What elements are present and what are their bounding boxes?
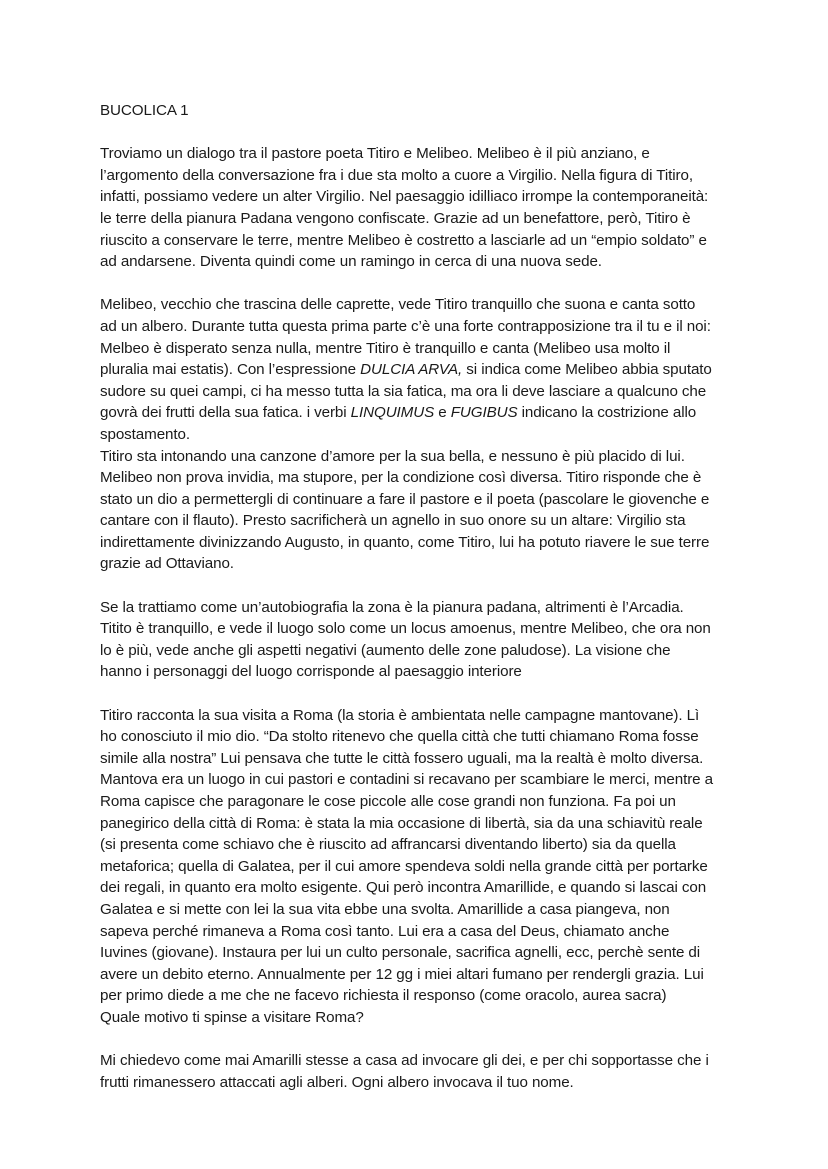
paragraph-6 xyxy=(100,1050,800,1093)
latin-term-linquimus: LINQUIMUS xyxy=(350,404,435,422)
text-line: Melbeo è disperato senza nulla, mentre Titiro è tranquillo e canta (Melibeo usa molto il xyxy=(100,339,671,357)
text-line: riuscito a conservare le terre, mentre Melibeo è costretto a lasciarle ad un “empio soldato” e xyxy=(100,231,707,249)
text-line: metaforica; quella di Galatea, per il cui amore spendeva soldi nella grande città per portarke xyxy=(100,857,708,875)
text-run: govrà dei frutti della sua fatica. i verbi xyxy=(100,404,351,422)
text-line: Titiro sta intonando una canzone d’amore per la sua bella, e nessuno è più placido di lui. xyxy=(100,447,685,465)
text-line: le terre della pianura Padana vengono confiscate. Grazie ad un benefattore, però, Titiro è xyxy=(100,209,691,227)
text-run: pluralia mai estatis). Con l’espressione xyxy=(100,361,361,379)
text-line: l’argomento della conversazione fra i due sta molto a cuore a Virgilio. Nella figura di Titiro, xyxy=(100,166,693,184)
text-line: hanno i personaggi del luogo corrisponde al paesaggio interiore xyxy=(100,663,522,681)
text-line: ho conosciuto il mio dio. “Da stolto ritenevo che quella città che tutti chiamano Roma fosse xyxy=(100,728,699,746)
text-line: Iuvines (giovane). Instaura per lui un culto personale, sacrifica agnelli, ecc, perchè sente di xyxy=(100,944,701,962)
text-line: avere un debito eterno. Annualmente per 12 gg i miei altari fumano per rendergli grazia. Lui xyxy=(100,965,704,983)
text-line: per primo diede a me che ne facevo richiesta il responso (come oracolo, aurea sacra) xyxy=(100,987,667,1005)
text-run: si indica come Melibeo abbia sputato xyxy=(462,361,712,379)
text-line: Mi chiedevo come mai Amarilli stesse a casa ad invocare gli dei, e per chi sopportasse che i xyxy=(100,1052,709,1070)
text-line: lo è più, vede anche gli aspetti negativi (aumento delle zone paludose). La visione che xyxy=(100,641,671,659)
text-line: Se la trattiamo come un’autobiografia la zona è la pianura padana, altrimenti è l’Arcadia. xyxy=(100,598,684,616)
latin-term-fugibus: FUGIBUS xyxy=(450,404,518,422)
text-line: panegirico della città di Roma: è stata la mia occasione di libertà, sia da una schiavitù reale xyxy=(100,814,703,832)
text-line: (si presenta come schiavo che è riuscito ad affrancarsi diventando liberto) sia da quella xyxy=(100,836,676,854)
text-line: Titito è tranquillo, e vede il luogo solo come un locus amoenus, mentre Melibeo, che ora non xyxy=(100,620,711,638)
text-line: ad un albero. Durante tutta questa prima parte c’è una forte contrapposizione tra il tu e il noi: xyxy=(100,317,711,335)
text-line xyxy=(100,402,800,424)
text-line: Galatea e si mette con lei la sua vita ebbe una svolta. Amarillide a casa piangeva, non xyxy=(100,900,670,918)
text-line: dei regali, in quanto era molto esigente. Qui però incontra Amarillide, e quando si lascai con xyxy=(100,879,707,897)
latin-term-dulcia-arva: DULCIA ARVA, xyxy=(360,361,463,379)
paragraph-1 xyxy=(100,143,800,273)
text-line: Melibeo, vecchio che trascina delle caprette, vede Titiro tranquillo che suona e canta sotto xyxy=(100,296,696,314)
text-line: sapeva perché rimaneva a Roma così tanto. Lui era a casa del Deus, chiamato anche xyxy=(100,922,670,940)
text-line: sudore su quei campi, ci ha messo tutta la sia fatica, ma ora li deve lasciare a qualcuno che xyxy=(100,382,707,400)
text-line: cantare con il flauto). Presto sacrificherà un agnello in suo onore su un altare: Virgilio sta xyxy=(100,512,686,530)
text-run: e xyxy=(434,404,451,422)
text-line: grazie ad Ottaviano. xyxy=(100,555,234,573)
text-run: indicano la costrizione allo xyxy=(517,404,697,422)
paragraph-2 xyxy=(100,294,800,445)
text-line: indirettamente divinizzando Augusto, in quanto, come Titiro, lui ha potuto riavere le sue terre xyxy=(100,533,710,551)
text-line: infatti, possiamo vedere un alter Virgilio. Nel paesaggio idilliaco irrompe la contemporaneità: xyxy=(100,188,709,206)
document-page xyxy=(100,100,800,1115)
text-line: Mantova era un luogo in cui pastori e contadini si recavano per scambiare le merci, mentre a xyxy=(100,771,713,789)
paragraph-3 xyxy=(100,446,800,576)
document-title: BUCOLICA 1 xyxy=(100,102,189,119)
text-line: Troviamo un dialogo tra il pastore poeta Titiro e Melibeo. Melibeo è il più anziano, e xyxy=(100,145,650,163)
text-line: frutti rimanessero attaccati agli alberi. Ogni albero invocava il tuo nome. xyxy=(100,1073,574,1091)
text-line: Roma capisce che paragonare le cose piccole alle cose grandi non funziona. Fa poi un xyxy=(100,793,676,810)
text-line xyxy=(100,359,800,381)
text-line: Quale motivo ti spinse a visitare Roma? xyxy=(100,1008,364,1026)
text-line: simile alla nostra” Lui pensava che tutte le città fossero uguali, ma la realtà è molto diversa. xyxy=(100,749,704,767)
paragraph-5 xyxy=(100,705,800,1029)
text-line: stato un dio a permettergli di continuare a fare il pastore e il poeta (pascolare le giovenche e xyxy=(100,490,710,508)
text-line: ad andarsene. Diventa quindi come un ramingo in cerca di una nuova sede. xyxy=(100,253,602,271)
text-line: Melibeo non prova invidia, ma stupore, per la condizione così diversa. Titiro risponde che è xyxy=(100,469,702,487)
text-line: spostamento. xyxy=(100,425,190,443)
paragraph-4 xyxy=(100,597,800,683)
text-line: Titiro racconta la sua visita a Roma (la storia è ambientata nelle campagne mantovane). Lì xyxy=(100,706,700,724)
